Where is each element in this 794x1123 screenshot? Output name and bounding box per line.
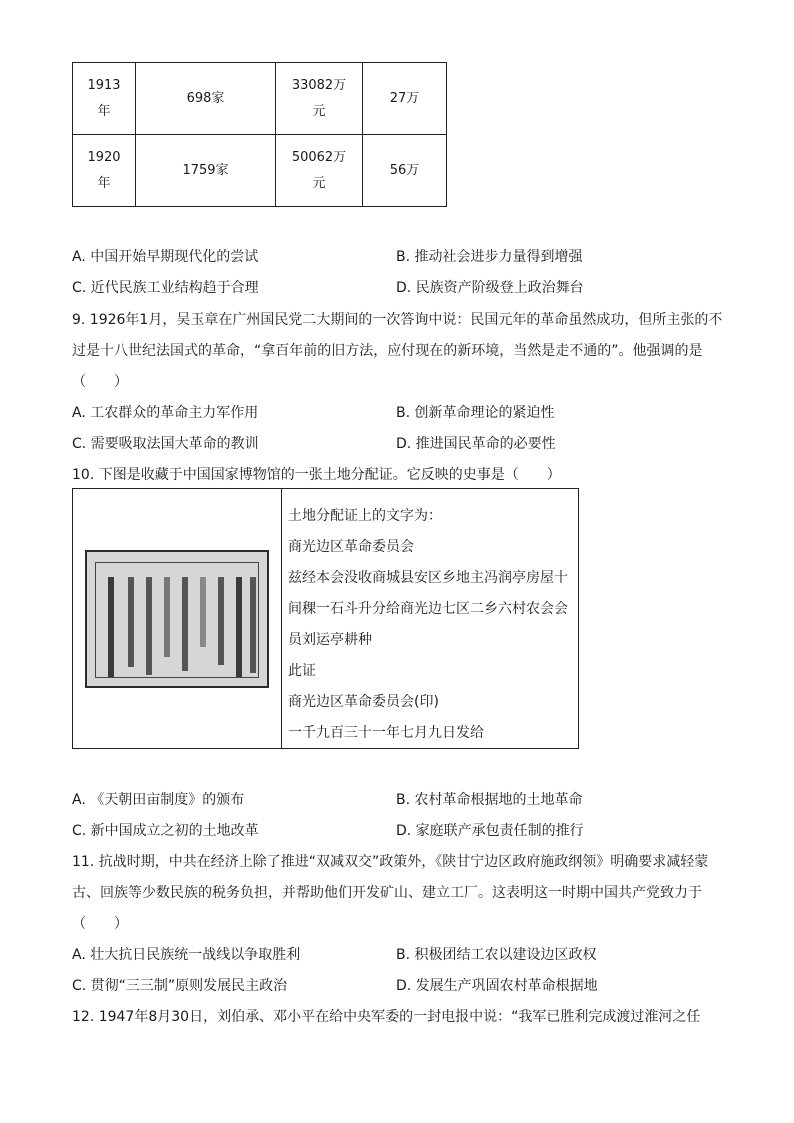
certificate-border (95, 562, 259, 678)
q11-option-d: D. 发展生产巩固农村革命根据地 (396, 978, 598, 994)
q10-option-b: B. 农村革命根据地的土地革命 (396, 792, 583, 808)
certificate-transcription (288, 501, 578, 749)
certificate-line: 一千九百三十一年七月九日发给 (288, 725, 484, 741)
certificate-line: 间稞一石斗升分给商光边七区二乡六村农会会 (288, 601, 568, 617)
certificate-ink-column (182, 577, 188, 671)
certificate-ink-column (236, 577, 242, 677)
workers-cell: 27万 (363, 63, 447, 135)
certificate-line: 商光边区革命委员会(印) (288, 694, 439, 710)
q12-stem-line-1: 12. 1947年8月30日，刘伯承、邓小平在给中央军委的一封电报中说：“我军已胜利完成渡过淮河之任 (72, 1009, 701, 1025)
certificate-ink-column (108, 577, 114, 677)
certificate-ink-column (200, 577, 206, 647)
certificate-ink-column (164, 577, 170, 657)
q9-answer-bracket: （ ） (72, 374, 128, 390)
q11-stem-line-1: 11. 抗战时期，中共在经济上除了推进“双减双交”政策外，《陕甘宁边区政府施政纲领》明确要求减轻蒙 (72, 854, 709, 870)
q10-figure-box (72, 488, 579, 749)
q8-option-b: B. 推动社会进步力量得到增强 (396, 249, 583, 265)
q8-option-a: A. 中国开始早期现代化的尝试 (72, 249, 259, 265)
year-cell: 1913 年 (73, 63, 136, 135)
certificate-ink-column (146, 577, 152, 675)
table-row (73, 135, 447, 207)
table-row (73, 63, 447, 135)
q9-option-b: B. 创新革命理论的紧迫性 (396, 405, 555, 421)
q11-option-c: C. 贯彻“三三制”原则发展民主政治 (72, 978, 288, 994)
q11-option-b: B. 积极团结工农以建设边区政权 (396, 947, 597, 963)
q8-option-c: C. 近代民族工业结构趋于合理 (72, 280, 259, 296)
certificate-line: 土地分配证上的文字为： (288, 508, 442, 524)
certificate-line: 商光边区革命委员会 (288, 539, 414, 555)
q11-answer-bracket: （ ） (72, 916, 128, 932)
certificate-ink-column (218, 577, 224, 665)
q10-option-a: A. 《天朝田亩制度》的颁布 (72, 792, 245, 808)
workers-cell: 56万 (363, 135, 447, 207)
q10-stem: 10. 下图是收藏于中国国家博物馆的一张土地分配证。它反映的史事是（ ） (72, 467, 561, 483)
capital-cell: 50062万 元 (276, 135, 363, 207)
q9-stem-line-2: 过是十八世纪法国式的革命，“拿百年前的旧方法，应付现在的新环境，当然是走不通的”。他强调的是 (72, 343, 703, 359)
q10-option-d: D. 家庭联产承包责任制的推行 (396, 823, 584, 839)
certificate-ink-column (250, 577, 256, 673)
certificate-ink-column (128, 577, 134, 667)
q11-stem-line-2: 古、回族等少数民族的税务负担，并帮助他们开发矿山、建立工厂。这表明这一时期中国共产党致力于 (72, 885, 702, 901)
q11-option-a: A. 壮大抗日民族统一战线以争取胜利 (72, 947, 301, 963)
q10-option-c: C. 新中国成立之初的土地改革 (72, 823, 259, 839)
factories-cell: 698家 (136, 63, 276, 135)
factories-cell: 1759家 (136, 135, 276, 207)
q9-option-c: C. 需要吸取法国大革命的教训 (72, 436, 259, 452)
certificate-line: 员刘运亭耕种 (288, 632, 372, 648)
q8-option-d: D. 民族资产阶级登上政治舞台 (396, 280, 584, 296)
certificate-line: 此证 (288, 663, 316, 679)
q9-option-d: D. 推进国民革命的必要性 (396, 436, 556, 452)
land-certificate-image (85, 550, 269, 688)
q9-stem-line-1: 9. 1926年1月，吴玉章在广州国民党二大期间的一次答询中说：民国元年的革命虽然成功，但所主张的不 (72, 312, 723, 328)
statistics-table (72, 62, 447, 207)
box-divider (281, 489, 282, 748)
capital-cell: 33082万 元 (276, 63, 363, 135)
year-cell: 1920 年 (73, 135, 136, 207)
certificate-line: 兹经本会没收商城县安区乡地主冯润亭房屋十 (288, 570, 568, 586)
q9-option-a: A. 工农群众的革命主力军作用 (72, 405, 259, 421)
